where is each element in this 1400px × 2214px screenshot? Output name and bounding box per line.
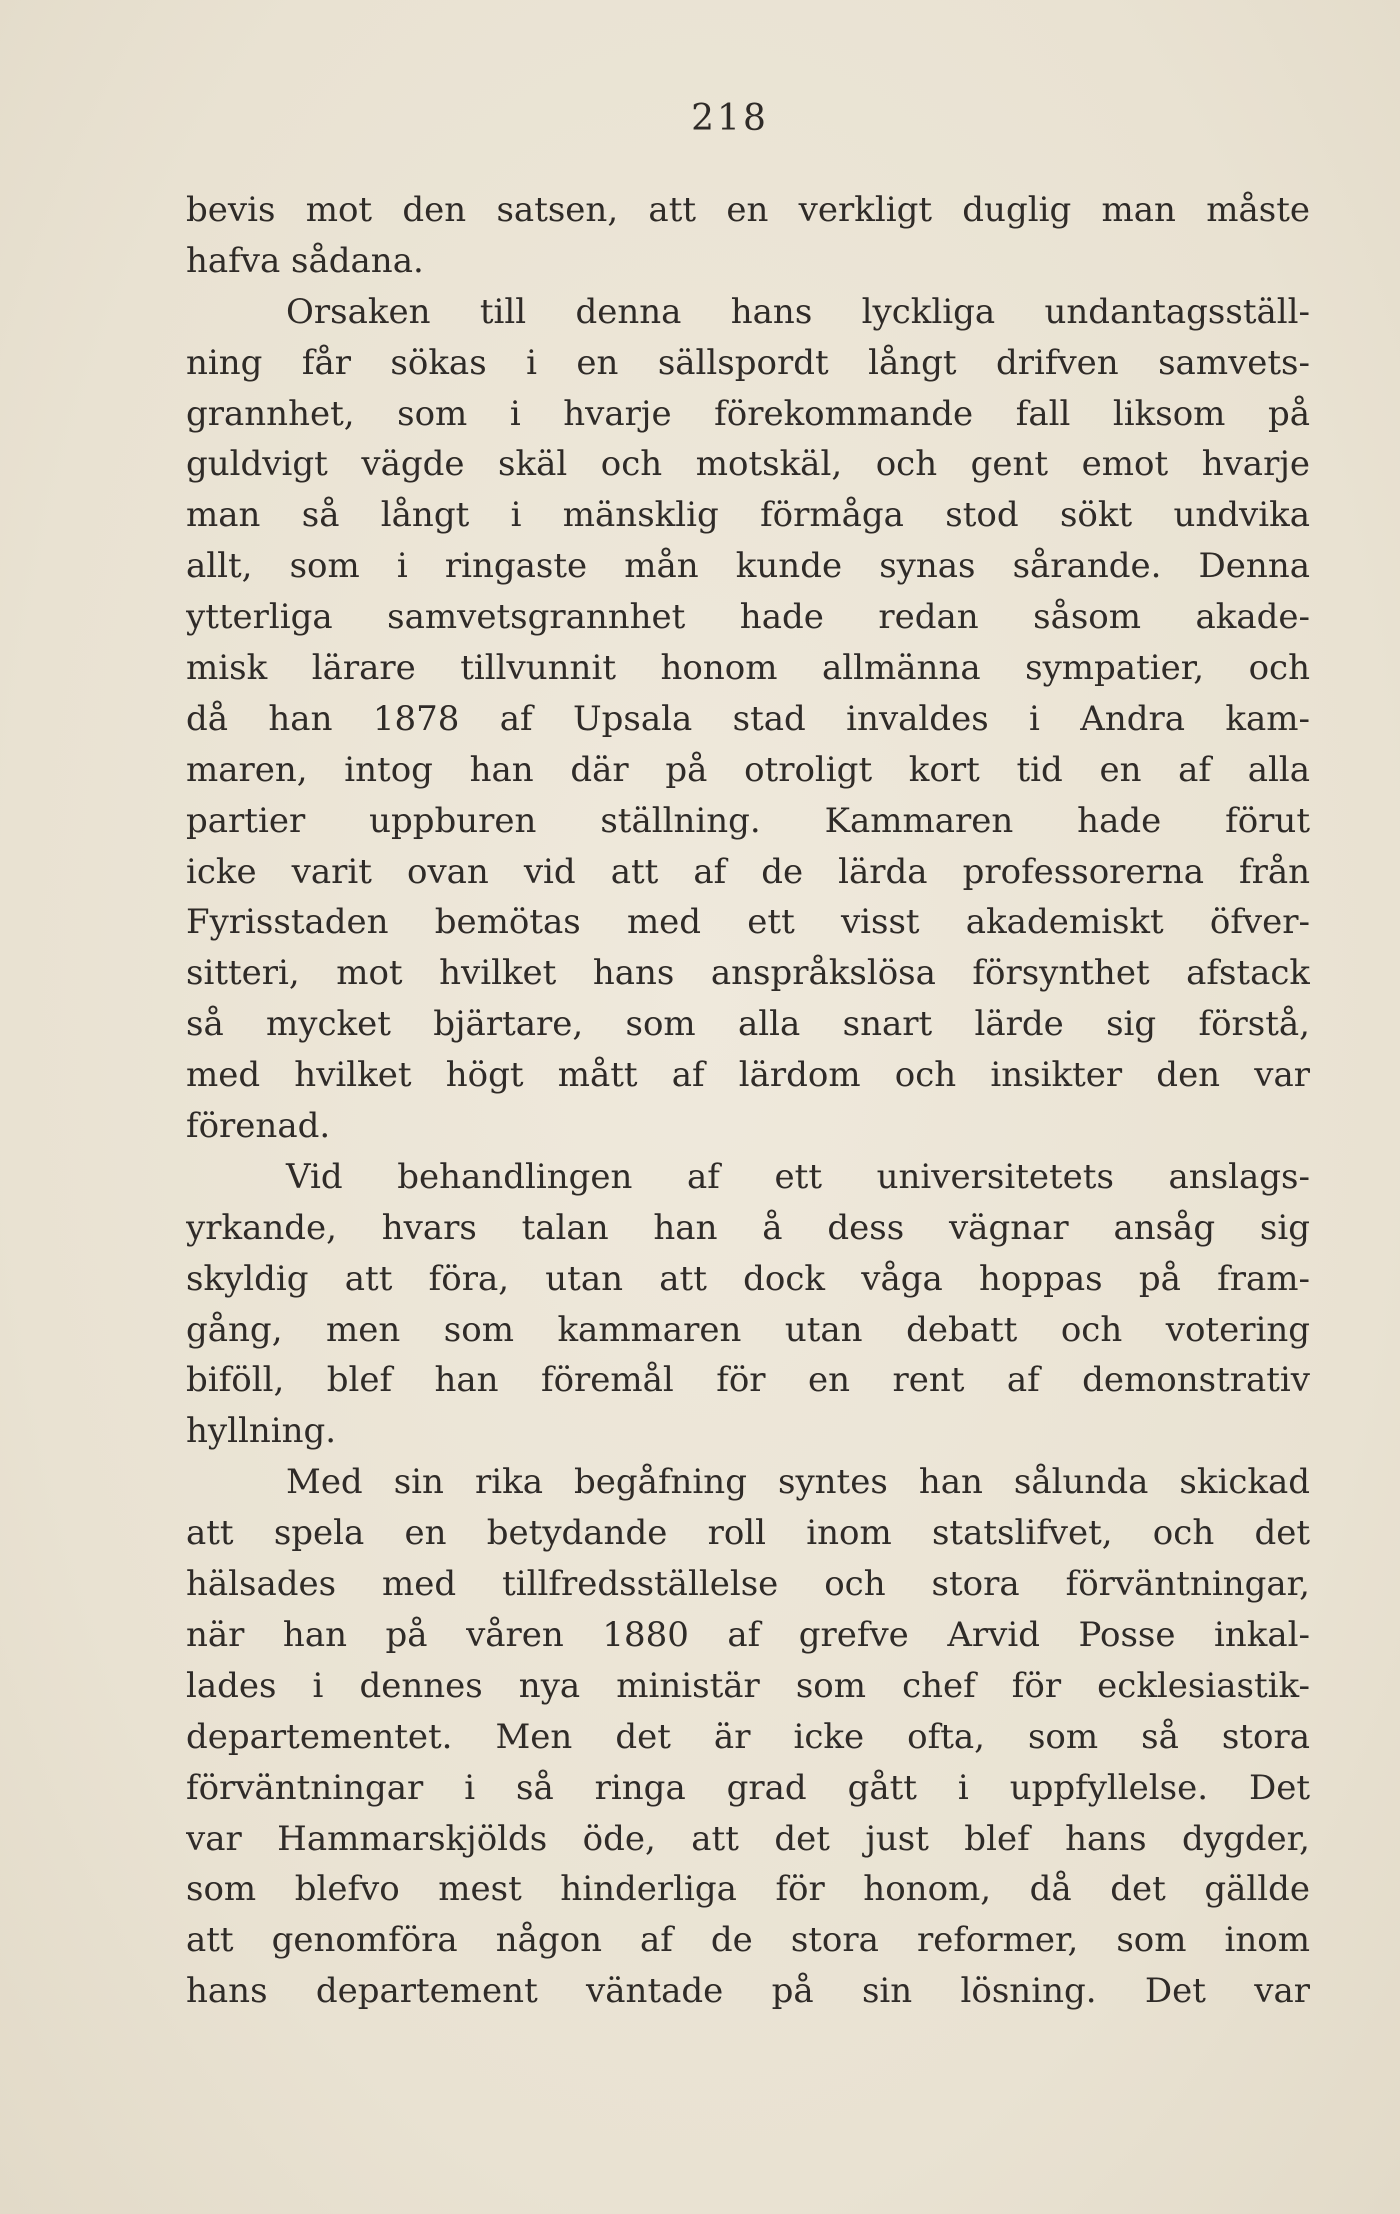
text-line: Fyrisstaden bemötas med ett visst akademiskt öfver- [186, 902, 1310, 943]
text-line: lades i dennes nya ministär som chef för ecklesiastik- [186, 1665, 1310, 1706]
text-line: så mycket bjärtare, som alla snart lärde sig förstå, [186, 1004, 1310, 1045]
text-line: hälsades med tillfredsställelse och stora förväntningar, [186, 1564, 1310, 1605]
text-line: som blefvo mest hinderliga för honom, då det gällde [186, 1869, 1310, 1910]
text-line: Med sin rika begåfning syntes han sålunda skickad [286, 1462, 1310, 1503]
text-line: när han på våren 1880 af grefve Arvid Posse inkal- [186, 1614, 1310, 1655]
text-line: att genomföra någon af de stora reformer, som inom [186, 1920, 1310, 1961]
text-line: skyldig att föra, utan att dock våga hoppas på fram- [186, 1258, 1310, 1299]
text-line: ning får sökas i en sällspordt långt drifven samvets- [186, 342, 1310, 383]
text-line: förväntningar i så ringa grad gått i uppfyllelse. Det [186, 1767, 1310, 1808]
text-line: yrkande, hvars talan han å dess vägnar ansåg sig [186, 1207, 1310, 1248]
text-line: att spela en betydande roll inom statslifvet, och det [186, 1513, 1310, 1554]
text-line: grannhet, som i hvarje förekommande fall liksom på [186, 393, 1310, 434]
text-line: man så långt i mänsklig förmåga stod sökt undvika [186, 495, 1310, 536]
text-line: bevis mot den satsen, att en verkligt duglig man måste [186, 190, 1310, 230]
text-line: Orsaken till denna hans lyckliga undantagsställ- [286, 291, 1310, 332]
body-text [186, 185, 1310, 2017]
text-line: sitteri, mot hvilket hans anspråkslösa försynthet afstack [186, 953, 1310, 994]
page-number: 218 [691, 98, 769, 139]
text-line: hans departement väntade på sin lösning. Det var [186, 1971, 1310, 2012]
text-line: misk lärare tillvunnit honom allmänna sympatier, och [186, 648, 1310, 689]
text-line: allt, som i ringaste mån kunde synas sårande. Denna [186, 546, 1310, 587]
text-line: partier uppburen ställning. Kammaren hade förut [186, 800, 1310, 841]
text-line: guldvigt vägde skäl och motskäl, och gent emot hvarje [186, 444, 1310, 485]
text-line: maren, intog han där på otroligt kort tid en af alla [186, 749, 1310, 790]
text-line: hafva sådana. [186, 240, 424, 281]
text-line: departementet. Men det är icke ofta, som så stora [186, 1716, 1310, 1757]
text-line: förenad. [186, 1106, 331, 1147]
text-line: med hvilket högt mått af lärdom och insikter den var [186, 1055, 1310, 1096]
text-line: gång, men som kammaren utan debatt och votering [186, 1309, 1310, 1350]
text-line: var Hammarskjölds öde, att det just blef hans dygder, [186, 1818, 1310, 1859]
text-line: icke varit ovan vid att af de lärda professorerna från [186, 851, 1310, 892]
text-line: biföll, blef han föremål för en rent af demonstrativ [186, 1360, 1310, 1401]
text-line: hyllning. [186, 1411, 337, 1452]
text-line: då han 1878 af Upsala stad invaldes i Andra kam- [186, 698, 1310, 739]
text-line: ytterliga samvetsgrannhet hade redan såsom akade- [186, 597, 1310, 638]
text-line: Vid behandlingen af ett universitetets anslags- [286, 1156, 1310, 1197]
